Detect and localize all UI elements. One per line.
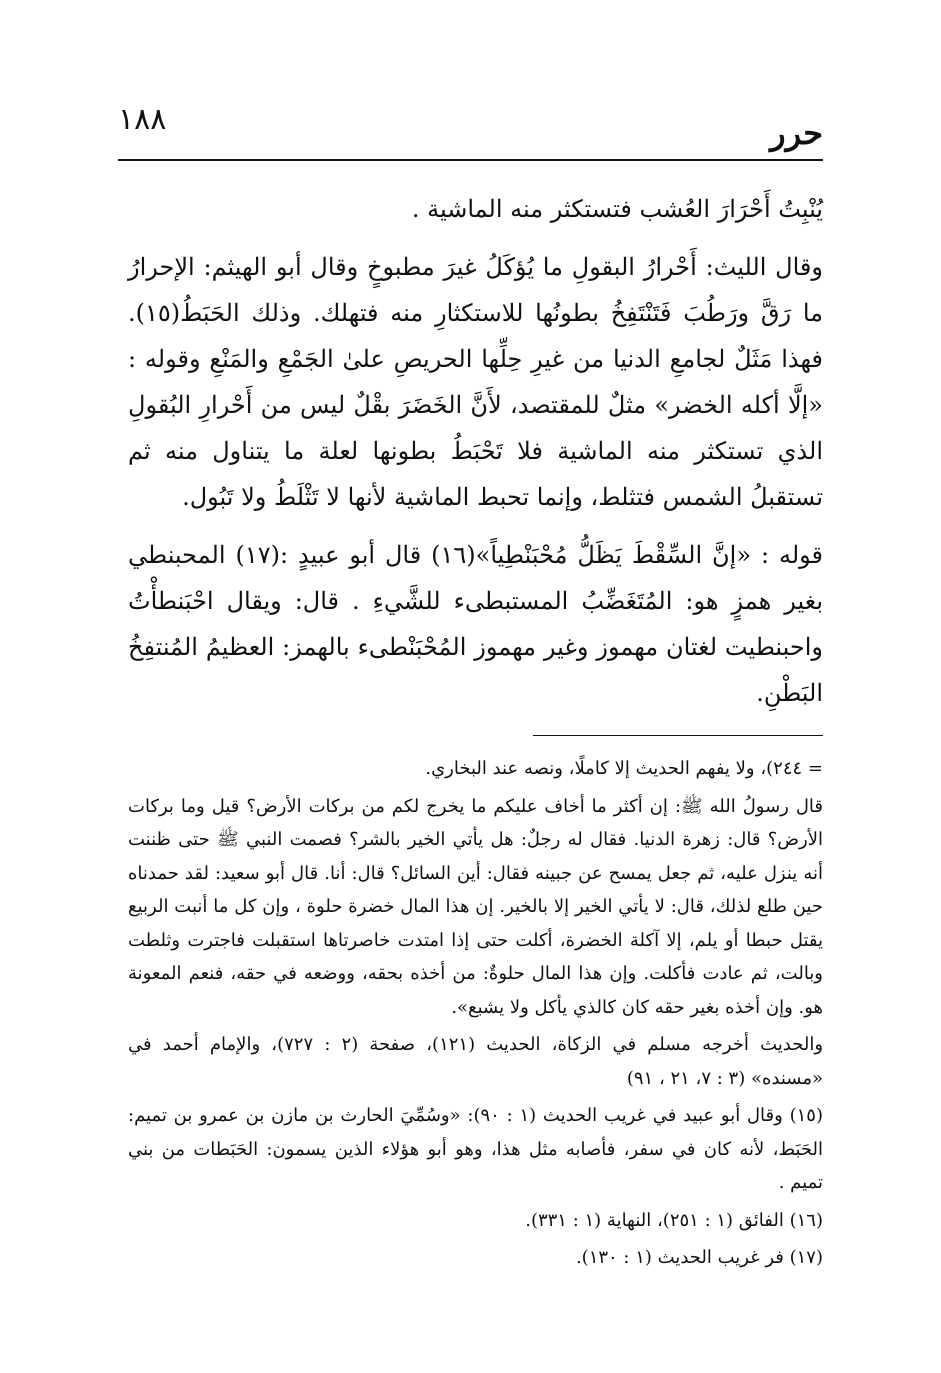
footnote-15: (١٥) وقال أبو عبيد في غريب الحديث (١ : ٩٠): «وسُمِّيَ الحارث بن مازن بن عمرو بن تميم: الحَبَط، لأنه كان في سفر، فأصابه مثل هذا، وهو أبو هؤلاء الذين يسمون: الحَبَطات من بني تميم . (128, 1105, 823, 1193)
page-number: ١٨٨ (118, 102, 167, 137)
paragraph-3: قوله : «إنَّ السِّقْطَ يَظَلُّ مُحْبَنْطِياً»(١٦) قال أبو عبيدٍ :(١٧) المحبنطي بغير همزٍ هو: المُتَغَضِّبُ المستبطىء للشَّيءِ . قال: ويقال احْبَنطأْتُ واحبنطيت لغتان مهموز وغير مهموز المُحْبَنْطىء بالهمز: العظيمُ المُنتفِخُ البَطْنِ. (128, 541, 824, 707)
footnote-hadith-source: والحديث أخرجه مسلم في الزكاة، الحديث (١٢١)، صفحة (٢ : ٧٢٧)، والإمام أحمد في «مسنده» (٣ : ٧، ٢١ ، ٩١) (128, 1034, 824, 1089)
footnote-16: (١٦) الفائق (١ : ٢٥١)، النهاية (١ : ٣٣١). (525, 1209, 823, 1231)
paragraph-1: يُنْبِتُ أَحْرَارَ العُشب فتستكثر منه الماشية . (411, 195, 823, 223)
paragraph-2: وقال الليث: أَحْرارُ البقولِ ما يُؤكَلُ غيرَ مطبوخٍ وقال أبو الهيثم: الإحرارُ ما رَقَّ ورَطُبَ فَتَنْتَفِخُ بطونُها للاستكثارِ منه فتهلك. وذلك الحَبَطُ(١٥). فهذا مَثَلٌ لجامعِ الدنيا من غيرِ حِلِّها الحريصِ علىٰ الجَمْعِ والمَنْعِ وقوله : «إلَّا أكله الخضر» مثلٌ للمقتصد، لأَنَّ الخَضَرَ بقْلٌ ليس من أَحْرارِ البُقولِ الذي تستكثر منه الماشية فلا تَحْبَطُ بطونها لعلة ما يتناول منه ثم تستقبلُ الشمس فتثلط، وإنما تحبط الماشية لأنها لا تَثْلَطُ ولا تَبُول. (128, 253, 823, 511)
footnotes (128, 752, 823, 1279)
header-rule (118, 159, 823, 161)
main-text (128, 186, 823, 728)
running-head: حرر (770, 114, 823, 152)
footnote-hadith-text: قال رسولُ الله ﷺ: إن أكثر ما أخاف عليكم ما يخرج لكم من بركات الأرض؟ قيل وما بركات الأرض؟ قال: زهرة الدنيا. فقال له رجلٌ: هل يأتي الخير بالشر؟ فصمت النبي ﷺ حتى ظننت أنه ينزل عليه، ثم جعل يمسح عن جبينه فقال: أين السائل؟ قال: أنا. قال أبو سعيد: لقد حمدناه حين طلع لذلك، قال: لا يأتي الخير إلا بالخير. إن هذا المال خضرة حلوة ، وإن كل ما أنبت الربيع يقتل حبطا أو يلم، إلا آكلة الخضرة، أكلت حتى إذا امتدت خاصرتاها استقبلت فاجترت وثلطت وبالت، ثم عادت فأكلت. وإن هذا المال حلوةٌ: من أخذه بحقه، ووضعه في حقه، فنعم المعونة هو. وإن أخذه بغير حقه كان كالذي يأكل ولا يشبع». (128, 795, 824, 1018)
page-header (118, 100, 823, 160)
footnote-rule (533, 735, 823, 736)
footnote-continuation: = ٢٤٤)، ولا يفهم الحديث إلا كاملًا، ونصه عند البخاري. (128, 752, 823, 786)
footnote-17: (١٧) فر غريب الحديث (١ : ١٣٠). (575, 1247, 823, 1268)
